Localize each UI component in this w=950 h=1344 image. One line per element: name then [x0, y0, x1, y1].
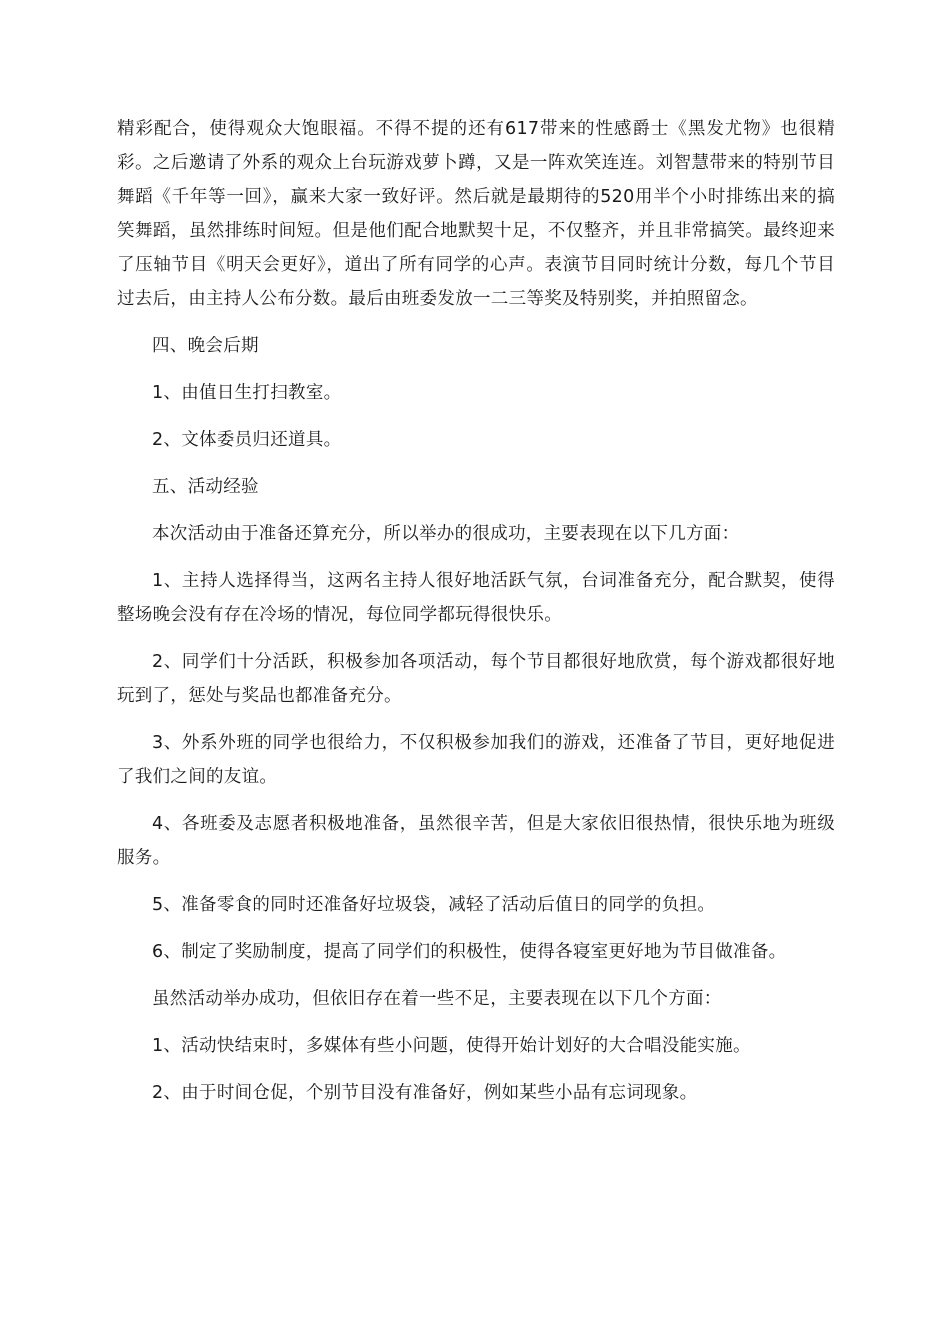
list-item: 5、准备零食的同时还准备好垃圾袋，减轻了活动后值日的同学的负担。: [152, 895, 716, 915]
paragraph-shortcomings-intro: 虽然活动举办成功，但依旧存在着一些不足，主要表现在以下几个方面：: [152, 989, 722, 1009]
list-item: 1、由值日生打扫教室。: [152, 383, 342, 403]
list-item: 2、文体委员归还道具。: [152, 430, 342, 450]
paragraph-performance-summary: 精彩配合，使得观众大饱眼福。不得不提的还有617带来的性感爵士《黑发尤物》也很精彩。之后邀请了外系的观众上台玩游戏萝卜蹲，又是一阵欢笑连连。刘智慧带来的特别节目舞蹈《千年等一回》，赢来大家一致好评。然后就是最期待的520用半个小时排练出来的搞笑舞蹈，虽然排练时间短。但是他们配合地默契十足，不仅整齐，并且非常搞笑。最终迎来了压轴节目《明天会更好》，道出了所有同学的心声。表演节目同时统计分数，每几个节目过去后，由主持人公布分数。最后由班委发放一二三等奖及特别奖，并拍照留念。: [117, 119, 835, 309]
list-item: 4、各班委及志愿者积极地准备，虽然很辛苦，但是大家依旧很热情，很快乐地为班级服务。: [117, 814, 835, 868]
paragraph-experience-intro: 本次活动由于准备还算充分，所以举办的很成功，主要表现在以下几方面：: [152, 524, 740, 544]
document-body: [117, 112, 835, 1110]
list-item: 3、外系外班的同学也很给力，不仅积极参加我们的游戏，还准备了节目，更好地促进了我们之间的友谊。: [117, 733, 835, 787]
list-item: 1、活动快结束时，多媒体有些小问题，使得开始计划好的大合唱没能实施。: [152, 1036, 751, 1056]
section-heading-after-party: 四、晚会后期: [152, 336, 259, 356]
list-item: 1、主持人选择得当，这两名主持人很好地活跃气氛，台词准备充分，配合默契，使得整场晚会没有存在冷场的情况，每位同学都玩得很快乐。: [117, 571, 835, 625]
list-item: 2、由于时间仓促，个别节目没有准备好，例如某些小品有忘词现象。: [152, 1083, 698, 1103]
list-item: 6、制定了奖励制度，提高了同学们的积极性，使得各寝室更好地为节目做准备。: [152, 942, 787, 962]
section-heading-experience: 五、活动经验: [152, 477, 259, 497]
list-item: 2、同学们十分活跃，积极参加各项活动，每个节目都很好地欣赏，每个游戏都很好地玩到了，惩处与奖品也都准备充分。: [117, 652, 835, 706]
